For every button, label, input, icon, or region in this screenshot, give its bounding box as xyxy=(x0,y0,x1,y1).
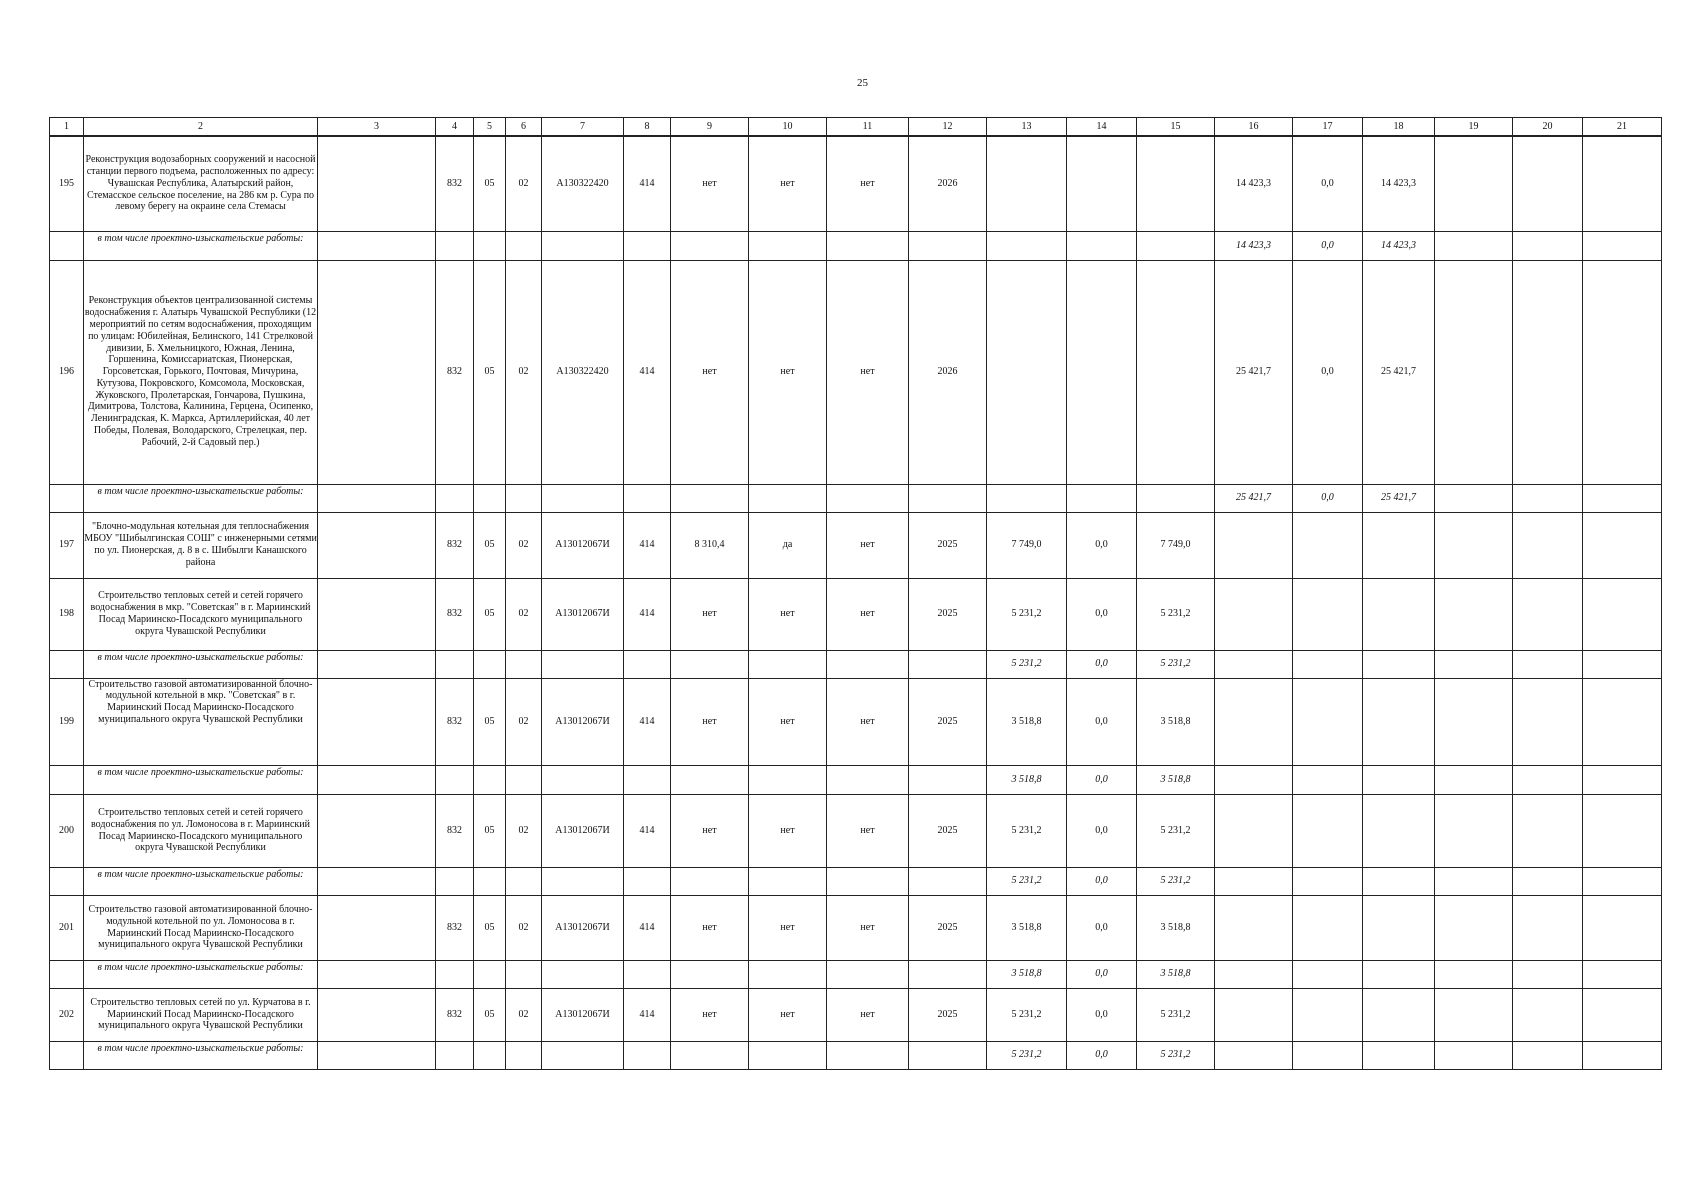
cell: 05 xyxy=(474,895,506,960)
cell: 832 xyxy=(436,260,474,484)
cell: 0,0 xyxy=(1067,960,1137,988)
cell: нет xyxy=(671,794,749,867)
column-header: 7 xyxy=(542,118,624,137)
sub-row-label: в том числе проектно-изыскательские работы: xyxy=(84,650,318,678)
cell: А13012067И xyxy=(542,578,624,650)
cell: 2026 xyxy=(909,260,987,484)
object-name: Строительство газовой автоматизированной блочно-модульной котельной по ул. Ломоносова в г. Мариинский Посад Мариинско-Посадского муниципального округа Чувашской Республики xyxy=(84,895,318,960)
cell: 5 231,2 xyxy=(1137,988,1215,1041)
cell xyxy=(1363,988,1435,1041)
cell: 414 xyxy=(624,578,671,650)
sub-row xyxy=(50,484,1662,512)
cell: А130322420 xyxy=(542,136,624,231)
cell: 414 xyxy=(624,136,671,231)
cell xyxy=(1363,867,1435,895)
cell xyxy=(318,794,436,867)
sub-row-label: в том числе проектно-изыскательские работы: xyxy=(84,867,318,895)
column-header: 1 xyxy=(50,118,84,137)
cell xyxy=(318,988,436,1041)
cell: 414 xyxy=(624,794,671,867)
cell: 2025 xyxy=(909,988,987,1041)
cell: нет xyxy=(827,578,909,650)
table-row xyxy=(50,260,1662,484)
cell: 0,0 xyxy=(1293,136,1363,231)
cell: 414 xyxy=(624,988,671,1041)
cell: 05 xyxy=(474,512,506,578)
cell: нет xyxy=(749,678,827,765)
column-header: 2 xyxy=(84,118,318,137)
cell xyxy=(1215,578,1293,650)
cell xyxy=(1293,678,1363,765)
cell xyxy=(318,578,436,650)
cell: 8 310,4 xyxy=(671,512,749,578)
cell xyxy=(1067,136,1137,231)
cell xyxy=(1583,678,1662,765)
cell: 14 423,3 xyxy=(1363,231,1435,260)
cell: 0,0 xyxy=(1067,988,1137,1041)
cell: А13012067И xyxy=(542,988,624,1041)
cell xyxy=(1513,895,1583,960)
cell: 02 xyxy=(506,578,542,650)
cell xyxy=(1513,678,1583,765)
cell xyxy=(1293,1041,1363,1069)
cell: 5 231,2 xyxy=(1137,1041,1215,1069)
column-header: 19 xyxy=(1435,118,1513,137)
object-name: Строительство тепловых сетей и сетей горячего водоснабжения в мкр. "Советская" в г. Мариинский Посад Мариинско-Посадского муниципального округа Чувашской Республики xyxy=(84,578,318,650)
cell: 02 xyxy=(506,260,542,484)
cell xyxy=(1583,794,1662,867)
cell xyxy=(1513,136,1583,231)
cell xyxy=(1363,678,1435,765)
cell xyxy=(1215,960,1293,988)
cell: А13012067И xyxy=(542,794,624,867)
cell: 832 xyxy=(436,136,474,231)
cell: 2025 xyxy=(909,895,987,960)
cell: 832 xyxy=(436,512,474,578)
table-row xyxy=(50,578,1662,650)
cell xyxy=(1137,231,1215,260)
cell: нет xyxy=(827,678,909,765)
sub-row-label: в том числе проектно-изыскательские работы: xyxy=(84,231,318,260)
cell xyxy=(1583,895,1662,960)
cell: нет xyxy=(671,578,749,650)
cell xyxy=(1513,578,1583,650)
sub-row-label: в том числе проектно-изыскательские работы: xyxy=(84,765,318,794)
cell: 5 231,2 xyxy=(987,867,1067,895)
cell xyxy=(1293,895,1363,960)
cell xyxy=(1435,136,1513,231)
cell xyxy=(1435,512,1513,578)
table-body xyxy=(50,136,1662,1069)
table-row xyxy=(50,512,1662,578)
object-name: Строительство тепловых сетей и сетей горячего водоснабжения по ул. Ломоносова в г. Мариинский Посад Мариинско-Посадского муниципального округа Чувашской Республики xyxy=(84,794,318,867)
cell xyxy=(1435,578,1513,650)
cell: 05 xyxy=(474,988,506,1041)
cell: 05 xyxy=(474,794,506,867)
table-row xyxy=(50,136,1662,231)
cell xyxy=(1293,988,1363,1041)
cell: нет xyxy=(671,895,749,960)
cell: А13012067И xyxy=(542,678,624,765)
column-header: 21 xyxy=(1583,118,1662,137)
cell: 25 421,7 xyxy=(1363,260,1435,484)
cell: 414 xyxy=(624,512,671,578)
table-row xyxy=(50,794,1662,867)
cell: 02 xyxy=(506,136,542,231)
cell: 0,0 xyxy=(1293,231,1363,260)
cell xyxy=(1363,765,1435,794)
cell: 5 231,2 xyxy=(987,988,1067,1041)
column-header: 9 xyxy=(671,118,749,137)
cell xyxy=(1293,765,1363,794)
cell: 25 421,7 xyxy=(1215,484,1293,512)
cell xyxy=(1215,988,1293,1041)
table-row xyxy=(50,988,1662,1041)
cell: 0,0 xyxy=(1067,678,1137,765)
cell: 02 xyxy=(506,988,542,1041)
row-number: 198 xyxy=(50,578,84,650)
cell: 414 xyxy=(624,678,671,765)
cell: нет xyxy=(749,988,827,1041)
cell: 832 xyxy=(436,678,474,765)
cell: 414 xyxy=(624,260,671,484)
cell xyxy=(1513,988,1583,1041)
cell: 832 xyxy=(436,794,474,867)
cell xyxy=(318,678,436,765)
cell: нет xyxy=(749,794,827,867)
cell: А13012067И xyxy=(542,512,624,578)
column-header: 17 xyxy=(1293,118,1363,137)
column-header: 18 xyxy=(1363,118,1435,137)
cell: нет xyxy=(749,895,827,960)
cell: 5 231,2 xyxy=(1137,578,1215,650)
cell xyxy=(1363,650,1435,678)
investment-table xyxy=(49,117,1662,1070)
cell xyxy=(318,136,436,231)
cell: 0,0 xyxy=(1067,650,1137,678)
cell xyxy=(1435,794,1513,867)
cell: 3 518,8 xyxy=(987,678,1067,765)
cell: 0,0 xyxy=(1067,578,1137,650)
cell: 2025 xyxy=(909,794,987,867)
object-name: Строительство тепловых сетей по ул. Курчатова в г. Мариинский Посад Мариинско-Посадского муниципального округа Чувашской Республики xyxy=(84,988,318,1041)
sub-row xyxy=(50,231,1662,260)
cell: нет xyxy=(749,578,827,650)
cell xyxy=(987,260,1067,484)
cell xyxy=(1137,484,1215,512)
cell: 5 231,2 xyxy=(1137,650,1215,678)
cell xyxy=(1067,484,1137,512)
cell: 3 518,8 xyxy=(1137,895,1215,960)
cell: 0,0 xyxy=(1067,867,1137,895)
cell xyxy=(318,512,436,578)
sub-row xyxy=(50,867,1662,895)
cell: 14 423,3 xyxy=(1215,136,1293,231)
cell: 5 231,2 xyxy=(987,650,1067,678)
cell: нет xyxy=(827,260,909,484)
cell: нет xyxy=(749,260,827,484)
cell: 0,0 xyxy=(1293,484,1363,512)
table-header xyxy=(50,118,1662,137)
cell: 7 749,0 xyxy=(987,512,1067,578)
cell xyxy=(1363,794,1435,867)
sub-row xyxy=(50,1041,1662,1069)
cell xyxy=(1215,867,1293,895)
cell xyxy=(1293,578,1363,650)
cell: 3 518,8 xyxy=(1137,960,1215,988)
page-number: 25 xyxy=(857,77,868,89)
column-header: 10 xyxy=(749,118,827,137)
cell: 0,0 xyxy=(1293,260,1363,484)
cell xyxy=(318,895,436,960)
row-number: 196 xyxy=(50,260,84,484)
row-number: 200 xyxy=(50,794,84,867)
cell: 7 749,0 xyxy=(1137,512,1215,578)
cell: А13012067И xyxy=(542,895,624,960)
cell xyxy=(1137,136,1215,231)
column-header: 14 xyxy=(1067,118,1137,137)
cell: 5 231,2 xyxy=(987,794,1067,867)
cell xyxy=(1067,231,1137,260)
cell xyxy=(318,260,436,484)
cell xyxy=(1363,1041,1435,1069)
cell xyxy=(1215,1041,1293,1069)
cell: 5 231,2 xyxy=(1137,867,1215,895)
cell xyxy=(1363,960,1435,988)
cell: нет xyxy=(827,988,909,1041)
cell: нет xyxy=(671,678,749,765)
cell xyxy=(1435,678,1513,765)
cell: 05 xyxy=(474,678,506,765)
cell xyxy=(1293,512,1363,578)
cell: 0,0 xyxy=(1067,512,1137,578)
column-header: 4 xyxy=(436,118,474,137)
cell: 14 423,3 xyxy=(1215,231,1293,260)
cell xyxy=(1583,578,1662,650)
cell: 02 xyxy=(506,678,542,765)
sub-row xyxy=(50,960,1662,988)
cell xyxy=(1583,512,1662,578)
row-number: 202 xyxy=(50,988,84,1041)
cell xyxy=(1215,765,1293,794)
cell: 02 xyxy=(506,794,542,867)
cell xyxy=(1363,895,1435,960)
cell xyxy=(1583,260,1662,484)
cell xyxy=(1435,260,1513,484)
row-number: 197 xyxy=(50,512,84,578)
object-name: Строительство газовой автоматизированной блочно-модульной котельной в мкр. "Советская" в г. Мариинский Посад Мариинско-Посадского муниципального округа Чувашской Республики xyxy=(84,678,318,765)
column-header: 6 xyxy=(506,118,542,137)
column-header: 16 xyxy=(1215,118,1293,137)
cell xyxy=(987,484,1067,512)
cell xyxy=(1293,794,1363,867)
cell xyxy=(1215,650,1293,678)
cell xyxy=(987,136,1067,231)
sub-row-label: в том числе проектно-изыскательские работы: xyxy=(84,484,318,512)
column-header: 12 xyxy=(909,118,987,137)
cell: нет xyxy=(671,988,749,1041)
column-header: 11 xyxy=(827,118,909,137)
cell xyxy=(987,231,1067,260)
cell: нет xyxy=(827,794,909,867)
cell xyxy=(1137,260,1215,484)
cell: 2025 xyxy=(909,678,987,765)
object-name: Реконструкция объектов централизованной системы водоснабжения г. Алатырь Чувашской Республики (12 мероприятий по сетям водоснабжения, проходящим по улицам: Юбилейная, Белинского, 141 Стрелковой дивизии, Б. Хмельницкого, Южная, Ленина, Горшенина, Комиссариатская, Пионерская, Горсоветская, Горького, Почтовая, Мичурина, Кутузова, Покровского, Комсомола, Московская, Жуковского, Пролетарская, Гончарова, Пушкина, Димитрова, Толстова, Калинина, Герцена, Осипенко, Ленинградская, К. Маркса, Артиллерийская, 40 лет Победы, Полевая, Володарского, Стрелецкая, пер. Рабочий, 2-й Садовый пер.) xyxy=(84,260,318,484)
cell: 2025 xyxy=(909,578,987,650)
cell: 05 xyxy=(474,578,506,650)
cell: 0,0 xyxy=(1067,765,1137,794)
cell: 3 518,8 xyxy=(1137,678,1215,765)
cell: 05 xyxy=(474,136,506,231)
cell: нет xyxy=(671,136,749,231)
row-number: 199 xyxy=(50,678,84,765)
column-header: 8 xyxy=(624,118,671,137)
object-name: Реконструкция водозаборных сооружений и насосной станции первого подъема, расположенных по адресу: Чувашская Республика, Алатырский район, Стемасское сельское поселение, на 286 км р. Сура по левому берегу на окраине села Стемасы xyxy=(84,136,318,231)
sub-row xyxy=(50,650,1662,678)
cell: 5 231,2 xyxy=(987,1041,1067,1069)
cell: да xyxy=(749,512,827,578)
cell: А130322420 xyxy=(542,260,624,484)
cell xyxy=(1067,260,1137,484)
column-header: 15 xyxy=(1137,118,1215,137)
cell xyxy=(1435,988,1513,1041)
cell: 414 xyxy=(624,895,671,960)
cell: 5 231,2 xyxy=(987,578,1067,650)
object-name: "Блочно-модульная котельная для теплоснабжения МБОУ "Шибылгинская СОШ" с инженерными сетями по ул. Пионерская, д. 8 в с. Шибылги Канашского района xyxy=(84,512,318,578)
row-number: 195 xyxy=(50,136,84,231)
column-header: 5 xyxy=(474,118,506,137)
cell: нет xyxy=(827,136,909,231)
cell: 5 231,2 xyxy=(1137,794,1215,867)
cell xyxy=(1215,678,1293,765)
column-header: 20 xyxy=(1513,118,1583,137)
cell xyxy=(1363,578,1435,650)
cell: 0,0 xyxy=(1067,794,1137,867)
cell xyxy=(1363,512,1435,578)
cell: 2025 xyxy=(909,512,987,578)
cell: 832 xyxy=(436,988,474,1041)
cell: 25 421,7 xyxy=(1215,260,1293,484)
cell: 3 518,8 xyxy=(987,895,1067,960)
cell xyxy=(1215,895,1293,960)
cell xyxy=(1513,260,1583,484)
cell: 3 518,8 xyxy=(987,960,1067,988)
cell xyxy=(1215,794,1293,867)
cell: 02 xyxy=(506,512,542,578)
cell: нет xyxy=(827,512,909,578)
column-header: 13 xyxy=(987,118,1067,137)
cell xyxy=(1513,794,1583,867)
cell: 02 xyxy=(506,895,542,960)
cell xyxy=(1215,512,1293,578)
cell: 2026 xyxy=(909,136,987,231)
cell xyxy=(1513,512,1583,578)
cell: нет xyxy=(827,895,909,960)
cell xyxy=(1435,895,1513,960)
cell xyxy=(1583,136,1662,231)
cell: 832 xyxy=(436,578,474,650)
sub-row-label: в том числе проектно-изыскательские работы: xyxy=(84,960,318,988)
table-row xyxy=(50,678,1662,765)
column-header: 3 xyxy=(318,118,436,137)
cell: 832 xyxy=(436,895,474,960)
cell xyxy=(1583,988,1662,1041)
cell: нет xyxy=(749,136,827,231)
cell: 14 423,3 xyxy=(1363,136,1435,231)
cell: 05 xyxy=(474,260,506,484)
table-row xyxy=(50,895,1662,960)
sub-row-label: в том числе проектно-изыскательские работы: xyxy=(84,1041,318,1069)
row-number: 201 xyxy=(50,895,84,960)
cell: нет xyxy=(671,260,749,484)
cell xyxy=(1293,960,1363,988)
sub-row xyxy=(50,765,1662,794)
cell: 3 518,8 xyxy=(987,765,1067,794)
cell: 0,0 xyxy=(1067,1041,1137,1069)
cell: 0,0 xyxy=(1067,895,1137,960)
cell xyxy=(1293,650,1363,678)
cell xyxy=(1293,867,1363,895)
cell: 25 421,7 xyxy=(1363,484,1435,512)
cell: 3 518,8 xyxy=(1137,765,1215,794)
